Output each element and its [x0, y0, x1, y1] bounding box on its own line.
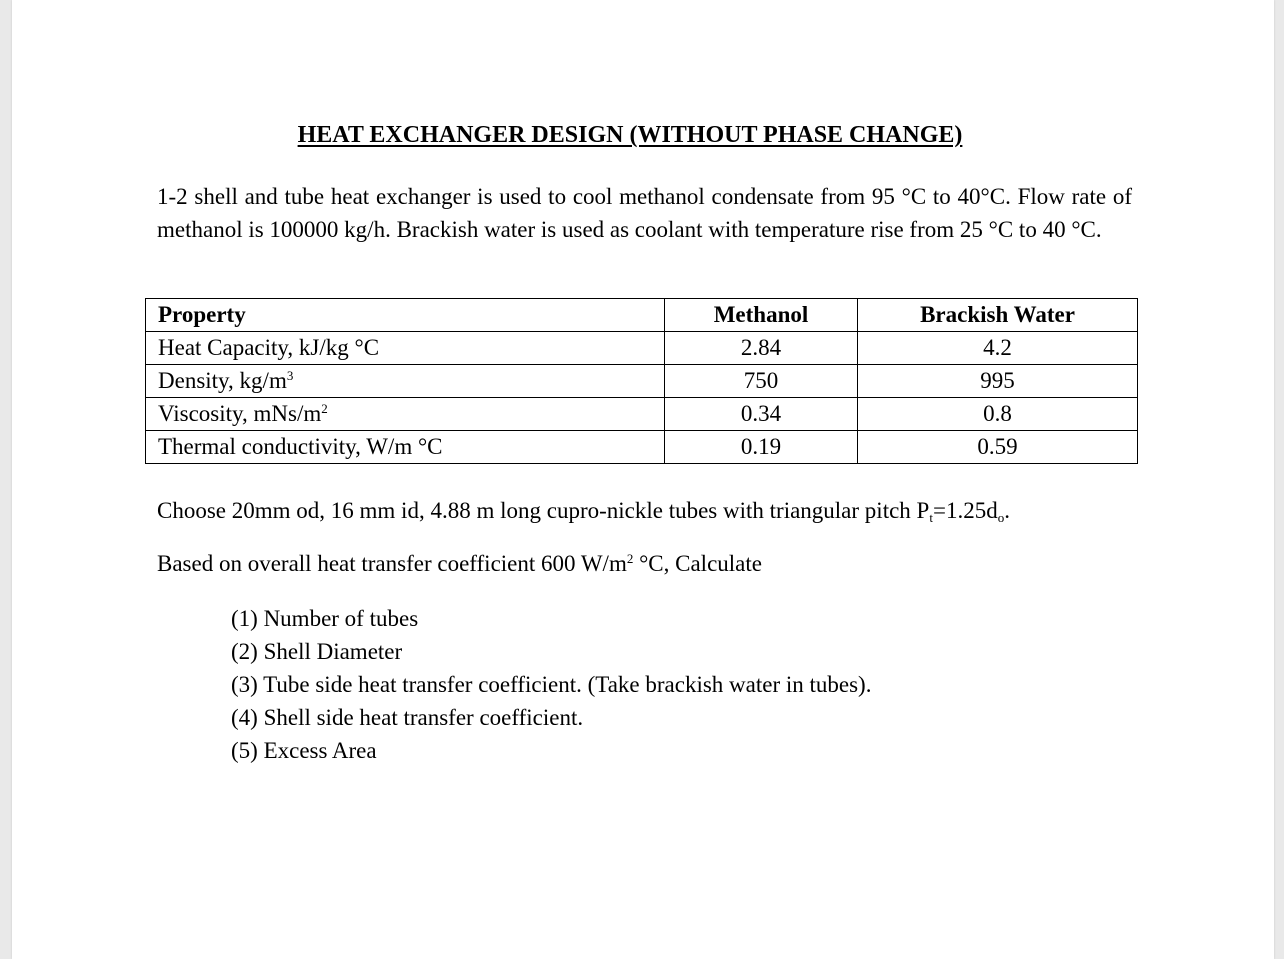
tube-spec-mid: =1.25d — [932, 498, 998, 523]
based-text: Based on overall heat transfer coefficient 600 W/m — [157, 551, 627, 576]
list-item: (4) Shell side heat transfer coefficient. — [231, 705, 584, 730]
header-property: Property — [146, 299, 665, 332]
list-item: (2) Shell Diameter — [231, 639, 403, 664]
superscript-3: 3 — [286, 368, 294, 383]
table-row — [146, 431, 1138, 464]
table-header-row — [146, 299, 1138, 332]
methanol-viscosity: 0.34 — [665, 398, 858, 431]
based-end: °C, Calculate — [633, 551, 762, 576]
list-item: (1) Number of tubes — [231, 606, 419, 631]
water-heat-capacity: 4.2 — [858, 332, 1138, 365]
tube-spec-end: . — [1004, 498, 1010, 523]
property-thermal-conductivity: Thermal conductivity, W/m °C — [146, 431, 665, 464]
task-list — [231, 602, 871, 767]
tube-specification — [157, 494, 1010, 527]
methanol-heat-capacity: 2.84 — [665, 332, 858, 365]
property-density-label: Density, kg/m — [158, 368, 287, 393]
properties-table — [145, 298, 1138, 464]
water-viscosity: 0.8 — [858, 398, 1138, 431]
document-title: HEAT EXCHANGER DESIGN (WITHOUT PHASE CHANGE) — [297, 122, 963, 148]
header-brackish-water: Brackish Water — [858, 299, 1138, 332]
table-row — [146, 398, 1138, 431]
list-item: (5) Excess Area — [231, 738, 377, 763]
list-item: (3) Tube side heat transfer coefficient. (Take brackish water in tubes). — [231, 672, 872, 697]
tube-spec-text: Choose 20mm od, 16 mm id, 4.88 m long cupro-nickle tubes with triangular pitch P — [157, 498, 930, 523]
header-methanol: Methanol — [665, 299, 858, 332]
subscript-t: t — [929, 510, 933, 525]
property-density — [146, 365, 665, 398]
property-viscosity — [146, 398, 665, 431]
superscript-2: 2 — [321, 401, 328, 416]
property-viscosity-label: Viscosity, mNs/m — [158, 401, 322, 426]
water-thermal-conductivity: 0.59 — [858, 431, 1138, 464]
methanol-thermal-conductivity: 0.19 — [665, 431, 858, 464]
table-row — [146, 365, 1138, 398]
property-heat-capacity: Heat Capacity, kJ/kg °C — [146, 332, 665, 365]
problem-statement: 1-2 shell and tube heat exchanger is used to cool methanol condensate from 95 °C to 40°C. Flow rate of methanol is 100000 kg/h. Brackish water is used as coolant with temperature rise from 25 °C to 40 °C. — [157, 184, 1132, 242]
methanol-density: 750 — [665, 365, 858, 398]
subscript-o: o — [997, 510, 1005, 525]
superscript-2: 2 — [626, 551, 634, 566]
water-density: 995 — [858, 365, 1138, 398]
overall-coefficient-statement — [157, 547, 762, 580]
table-row — [146, 332, 1138, 365]
